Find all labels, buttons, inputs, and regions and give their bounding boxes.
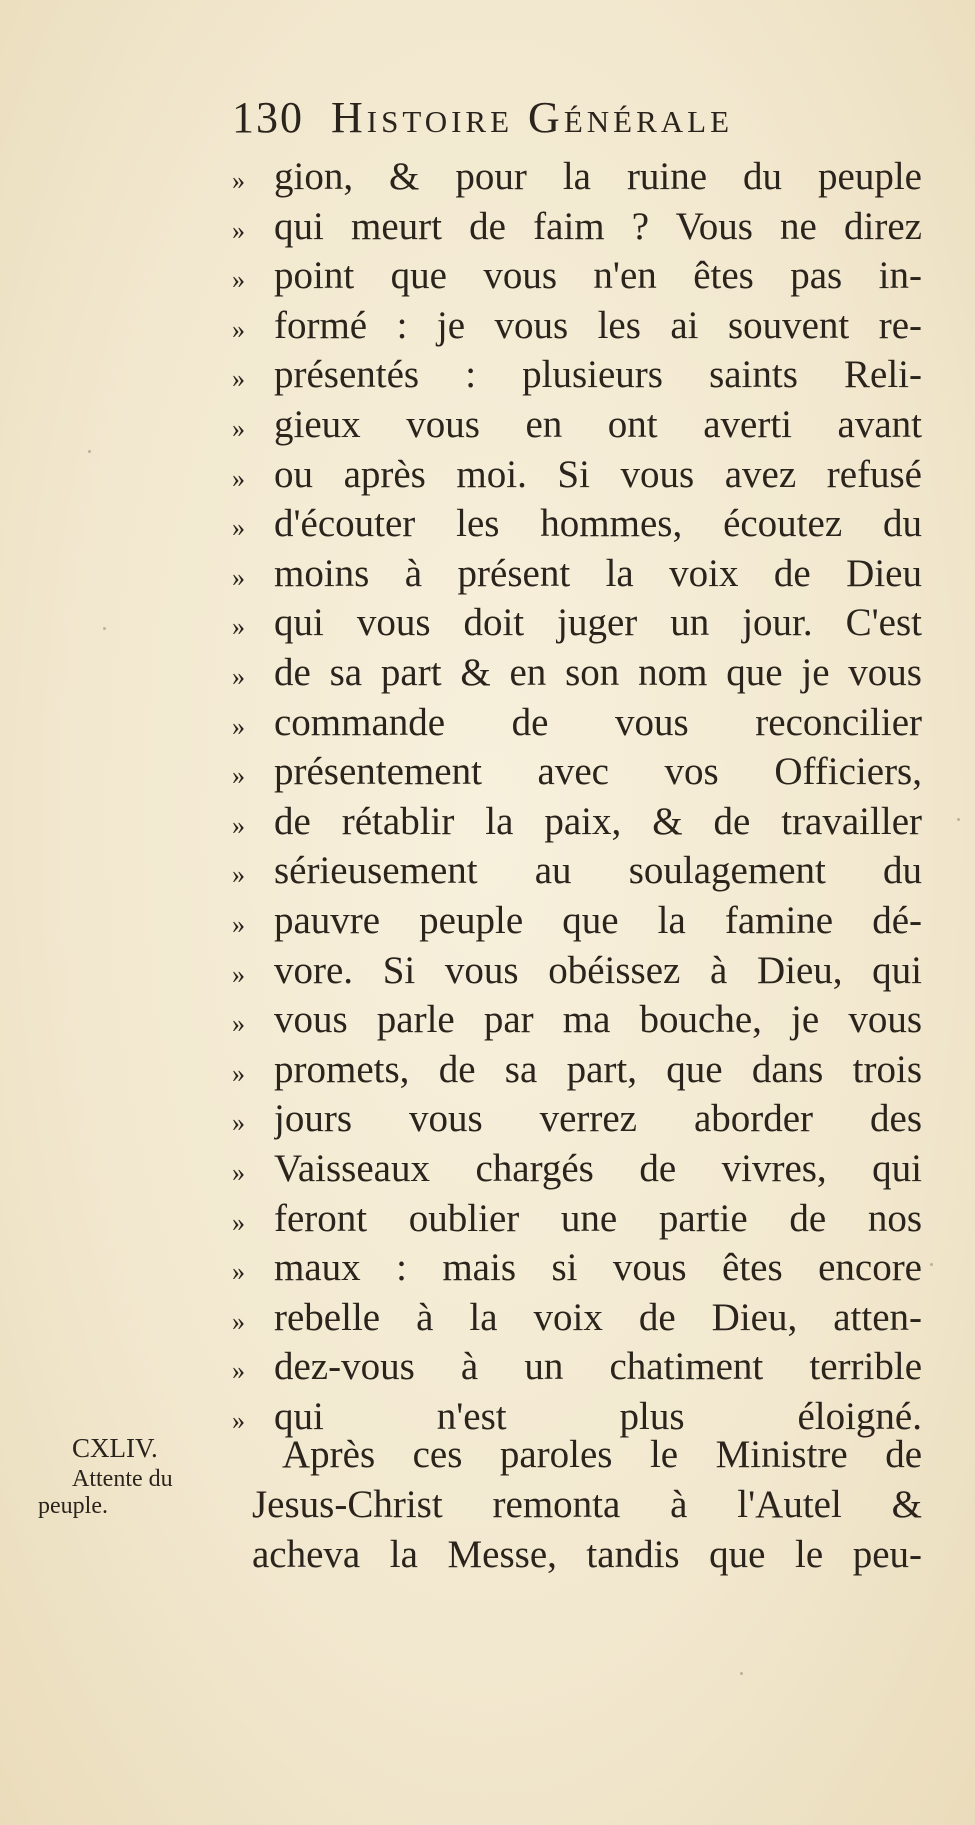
quoted-line-text: qui vous doit juger un jour. C'est: [274, 601, 922, 645]
quoted-line-text: formé : je vous les ai souvent re-: [274, 303, 922, 347]
quoted-line-text: rebelle à la voix de Dieu, atten-: [274, 1295, 922, 1339]
quoted-line-text: vous parle par ma bouche, je vous: [274, 998, 922, 1042]
quote-mark: »: [232, 364, 245, 394]
paragraph-line: Après ces paroles le Ministre de: [282, 1433, 922, 1476]
quote-mark: »: [232, 860, 245, 890]
paragraph-line: acheva la Messe, tandis que le peu-: [252, 1533, 922, 1576]
quoted-line: [232, 202, 922, 252]
quote-mark: »: [232, 1356, 245, 1386]
quote-mark: »: [232, 910, 245, 939]
quote-mark: »: [232, 612, 245, 642]
quoted-line: [232, 995, 922, 1045]
quoted-line-text: commande de vous reconcilier: [274, 700, 922, 744]
quoted-line: [232, 1045, 922, 1095]
paper-speck: [957, 818, 960, 821]
quoted-line: [232, 598, 922, 648]
quoted-line: [232, 301, 922, 351]
quoted-line-text: moins à présent la voix de Dieu: [274, 551, 922, 595]
quote-mark: »: [232, 1207, 245, 1237]
quoted-line: [232, 1293, 922, 1343]
paper-speck: [88, 450, 91, 453]
paper-speck: [930, 1263, 933, 1266]
quoted-line: [232, 797, 922, 847]
quoted-line-text: Vaisseaux chargés de vivres, qui: [274, 1147, 922, 1190]
quoted-line: [232, 350, 922, 400]
quoted-line-text: gion, & pour la ruine du peuple: [274, 155, 922, 198]
quote-mark: »: [232, 1406, 245, 1435]
page-number: 130: [232, 93, 304, 142]
quoted-line-text: jours vous verrez aborder des: [274, 1097, 922, 1141]
quote-mark: »: [232, 215, 245, 245]
margin-note-number: CXLIV.: [72, 1433, 158, 1463]
quote-mark: »: [232, 1257, 245, 1287]
quoted-line-text: qui n'est plus éloigné.: [274, 1395, 922, 1438]
quoted-line: [232, 1144, 922, 1194]
paragraph-line: Jesus-Christ remonta à l'Autel &: [252, 1483, 922, 1526]
quoted-line-text: feront oublier une partie de nos: [274, 1196, 922, 1240]
running-title: Histoire Générale: [331, 93, 734, 142]
running-head: [232, 92, 872, 152]
quoted-line-text: de rétablir la paix, & de travailler: [274, 799, 922, 843]
quoted-line-text: point que vous n'en êtes pas in-: [274, 254, 922, 298]
quoted-line-text: de sa part & en son nom que je vous: [274, 651, 922, 694]
quoted-line-text: promets, de sa part, que dans trois: [274, 1047, 922, 1091]
margin-note-line: peuple.: [38, 1493, 108, 1519]
quoted-line-text: pauvre peuple que la famine dé-: [274, 899, 922, 942]
quote-mark: »: [232, 711, 245, 741]
quoted-line: [232, 1094, 922, 1144]
quoted-line: [232, 400, 922, 450]
quoted-line: [232, 1243, 922, 1293]
quote-mark: »: [232, 513, 245, 543]
quote-mark: »: [232, 1306, 245, 1336]
quote-mark: »: [232, 959, 245, 989]
quoted-line: [232, 846, 922, 896]
quoted-line: [232, 747, 922, 797]
quoted-line: [232, 152, 922, 202]
quote-mark: »: [232, 414, 245, 443]
paper-speck: [740, 1672, 743, 1675]
quoted-line: [232, 1342, 922, 1392]
margin-note-line: Attente du: [72, 1466, 173, 1492]
quote-mark: »: [232, 1108, 245, 1138]
quoted-line-text: dez-vous à un chatiment terrible: [274, 1345, 922, 1389]
quoted-line-text: présentés : plusieurs saints Reli-: [274, 353, 922, 397]
quoted-line: [232, 1194, 922, 1244]
quoted-line: [232, 698, 922, 748]
quoted-line: [232, 648, 922, 698]
quote-mark: »: [232, 265, 245, 295]
paper-speck: [103, 627, 106, 630]
quote-mark: »: [232, 1058, 245, 1088]
quoted-line-text: vore. Si vous obéissez à Dieu, qui: [274, 948, 922, 992]
quoted-line-text: présentement avec vos Officiers,: [274, 750, 922, 794]
quoted-line-text: ou après moi. Si vous avez refusé: [274, 452, 922, 496]
quote-mark: »: [232, 662, 245, 691]
quote-mark: »: [232, 1009, 245, 1039]
quoted-line: [232, 946, 922, 996]
quoted-line-text: qui meurt de faim ? Vous ne direz: [274, 204, 922, 248]
quoted-line: [232, 251, 922, 301]
quoted-line: [232, 499, 922, 549]
quoted-line-text: d'écouter les hommes, écoutez du: [274, 502, 922, 546]
quote-mark: »: [232, 1158, 245, 1187]
quoted-line-text: gieux vous en ont averti avant: [274, 403, 922, 446]
quote-mark: »: [232, 562, 245, 592]
quote-mark: »: [232, 166, 245, 195]
quoted-line: [232, 450, 922, 500]
quote-mark: »: [232, 761, 245, 791]
quoted-line-text: sérieusement au soulagement du: [274, 849, 922, 893]
quote-mark: »: [232, 314, 245, 344]
quoted-line: [232, 549, 922, 599]
quoted-line-text: maux : mais si vous êtes encore: [274, 1246, 922, 1290]
quoted-line: [232, 896, 922, 946]
quote-mark: »: [232, 463, 245, 493]
quote-mark: »: [232, 810, 245, 840]
